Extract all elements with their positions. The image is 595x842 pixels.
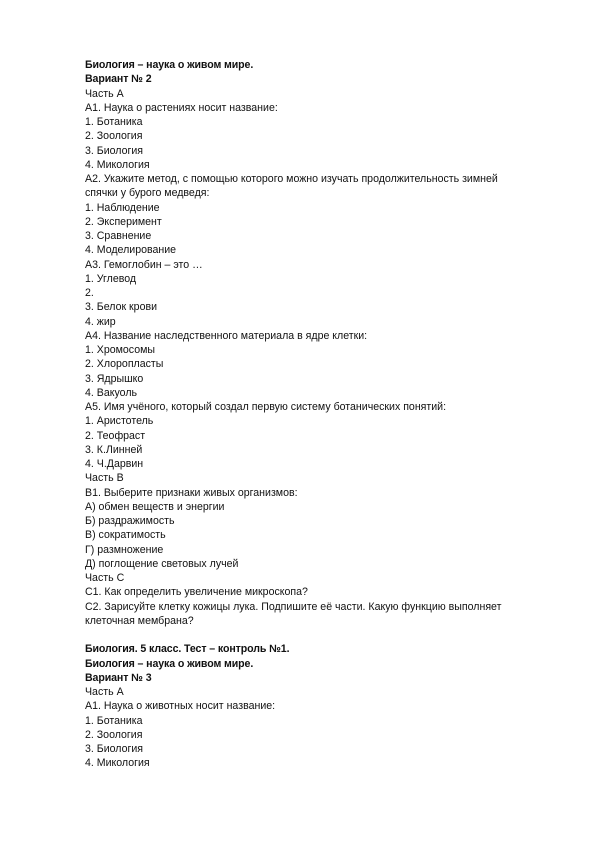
- answer-option: 4. Микология: [85, 757, 150, 770]
- test-subject-heading: Биология – наука о живом мире.: [85, 59, 254, 71]
- answer-option: 2. Зоология: [85, 130, 143, 143]
- answer-option: Г) размножение: [85, 543, 164, 556]
- part-a-heading: Часть А: [85, 87, 124, 100]
- answer-option: 1. Хромосомы: [85, 344, 156, 356]
- document-page: [85, 58, 555, 771]
- question-c1: С1. Как определить увеличение микроскопа?: [85, 586, 308, 599]
- answer-option: 2. Эксперимент: [85, 215, 162, 228]
- question-a1: А1. Наука о растениях носит название:: [85, 101, 278, 114]
- answer-option: 4. жир: [85, 315, 116, 328]
- question-c2-line1: С2. Зарисуйте клетку кожицы лука. Подпишите её части. Какую функцию выполняет: [85, 600, 502, 613]
- answer-option: 1. Ботаника: [85, 116, 143, 128]
- question-a1: А1. Наука о животных носит название:: [85, 700, 276, 713]
- variant-heading: Вариант № 3: [85, 671, 152, 684]
- answer-option: 4. Моделирование: [85, 244, 177, 257]
- question-a4: А4. Название наследственного материала в ядре клетки:: [85, 329, 368, 342]
- answer-option: 3. Биология: [85, 144, 144, 157]
- test-title-heading: Биология. 5 класс. Тест – контроль №1.: [85, 643, 290, 656]
- answer-option: 3. Сравнение: [85, 230, 152, 242]
- part-a-heading: Часть А: [85, 686, 124, 698]
- question-c2-line2: клеточная мембрана?: [85, 614, 194, 627]
- question-a2-line2: спячки у бурого медведя:: [85, 187, 210, 200]
- test-subject-heading: Биология – наука о живом мире.: [85, 657, 254, 670]
- answer-option: 4. Ч.Дарвин: [85, 458, 144, 470]
- question-a5: А5. Имя учёного, который создал первую систему ботанических понятий:: [85, 401, 447, 413]
- answer-option: А) обмен веществ и энергии: [85, 500, 225, 513]
- answer-option: 3. Биология: [85, 743, 144, 755]
- part-c-heading: Часть С: [85, 572, 125, 584]
- answer-option: 1. Аристотель: [85, 415, 154, 428]
- answer-option: Б) раздражимость: [85, 515, 175, 527]
- part-b-heading: Часть В: [85, 472, 124, 485]
- answer-option: 3. Белок крови: [85, 301, 158, 314]
- answer-option: 1. Ботаника: [85, 714, 143, 727]
- answer-option: 1. Наблюдение: [85, 201, 160, 214]
- answer-option: 3. Ядрышко: [85, 372, 144, 385]
- question-a3: А3. Гемоглобин – это …: [85, 258, 203, 271]
- variant-heading: Вариант № 2: [85, 73, 152, 86]
- answer-option: 3. К.Линней: [85, 443, 143, 456]
- answer-option: 4. Вакуоль: [85, 386, 138, 399]
- question-a2-line1: А2. Укажите метод, с помощью которого можно изучать продолжительность зимней: [85, 173, 498, 185]
- answer-option: 2.: [85, 287, 94, 299]
- answer-option: 1. Углевод: [85, 272, 137, 285]
- answer-option: 2. Зоология: [85, 728, 143, 741]
- answer-option: Д) поглощение световых лучей: [85, 557, 239, 570]
- answer-option: 4. Микология: [85, 158, 150, 171]
- answer-option: В) сократимость: [85, 529, 166, 542]
- section-spacer: [85, 628, 555, 642]
- question-b1: В1. Выберите признаки живых организмов:: [85, 486, 298, 499]
- answer-option: 2. Теофраст: [85, 429, 146, 442]
- answer-option: 2. Хлоропласты: [85, 358, 164, 371]
